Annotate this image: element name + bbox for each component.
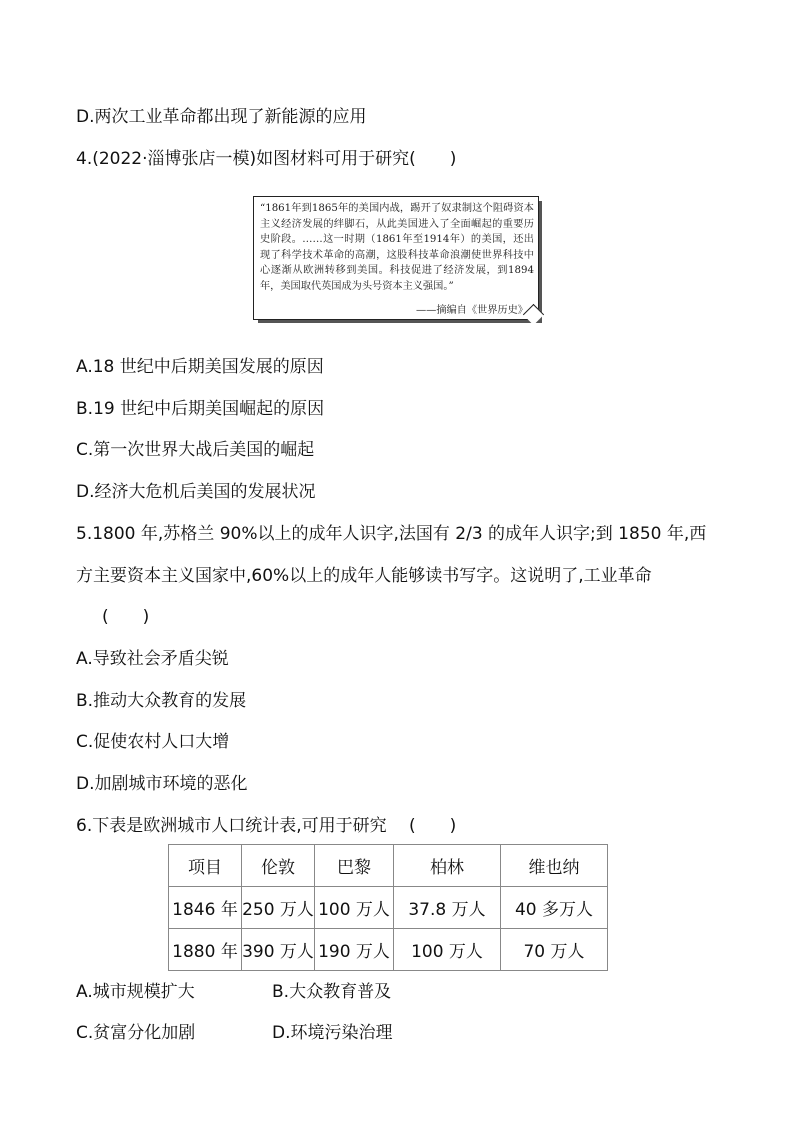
q6-option-d: D.环境污染治理 bbox=[272, 1023, 393, 1043]
table-cell: 100 万人 bbox=[315, 887, 394, 929]
table-cell: 1846 年 bbox=[169, 887, 242, 929]
table-header-cell: 项目 bbox=[169, 845, 242, 887]
q5-option-b: B.推动大众教育的发展 bbox=[76, 691, 247, 711]
table-header-cell: 伦敦 bbox=[242, 845, 315, 887]
quote-text: “1861年到1865年的美国内战，踢开了奴隶制这个阻碍资本主义经济发展的绊脚石，从此美国进入了全面崛起的重要历史阶段。……这一时期（1861年至1914年）的美国，还出现了科学技术革命的高潮，这股科技革命浪潮使世界科技中心逐渐从欧洲转移到美国。科技促进了经济发展，到1894年，美国取代英国成为头号资本主义强国。” bbox=[260, 203, 534, 292]
q4-stem: 4.(2022·淄博张店一模)如图材料可用于研究( ) bbox=[76, 149, 457, 169]
q5-option-d: D.加剧城市环境的恶化 bbox=[76, 774, 248, 794]
q5-stem-line-2: 方主要资本主义国家中,60%以上的成年人能够读书写字。这说明了,工业革命 bbox=[76, 566, 652, 586]
table-cell: 37.8 万人 bbox=[394, 887, 501, 929]
quote-box-shadow-right bbox=[539, 201, 542, 323]
table-cell: 190 万人 bbox=[315, 929, 394, 971]
q5-option-a: A.导致社会矛盾尖锐 bbox=[76, 649, 229, 669]
table-header-cell: 巴黎 bbox=[315, 845, 394, 887]
q4-option-c: C.第一次世界大战后美国的崛起 bbox=[76, 440, 315, 460]
table-row bbox=[169, 887, 608, 929]
table-cell: 70 万人 bbox=[501, 929, 608, 971]
table-cell: 100 万人 bbox=[394, 929, 501, 971]
q4-option-d: D.经济大危机后美国的发展状况 bbox=[76, 482, 316, 502]
table-cell: 1880 年 bbox=[169, 929, 242, 971]
quote-source: ——摘编自《世界历史》 bbox=[415, 305, 528, 316]
q4-option-b: B.19 世纪中后期美国崛起的原因 bbox=[76, 399, 325, 419]
q6-option-a: A.城市规模扩大 bbox=[76, 982, 195, 1002]
q6-option-c: C.贫富分化加剧 bbox=[76, 1023, 196, 1043]
quote-box bbox=[253, 196, 539, 320]
table-header-cell: 柏林 bbox=[394, 845, 501, 887]
table-header-row bbox=[169, 845, 608, 887]
q4-option-a: A.18 世纪中后期美国发展的原因 bbox=[76, 357, 324, 377]
table-cell: 40 多万人 bbox=[501, 887, 608, 929]
q3-option-d: D.两次工业革命都出现了新能源的应用 bbox=[76, 107, 367, 127]
table-cell: 250 万人 bbox=[242, 887, 315, 929]
q6-stem: 6.下表是欧洲城市人口统计表,可用于研究 ( ) bbox=[76, 816, 457, 836]
q5-stem-line-1: 5.1800 年,苏格兰 90%以上的成年人识字,法国有 2/3 的成年人识字;到 1850 年,西 bbox=[76, 524, 707, 544]
table-cell: 390 万人 bbox=[242, 929, 315, 971]
q6-option-b: B.大众教育普及 bbox=[272, 982, 392, 1002]
q5-option-c: C.促使农村人口大增 bbox=[76, 732, 230, 752]
quote-box-shadow-bottom bbox=[258, 320, 542, 323]
population-table bbox=[168, 844, 608, 971]
table-row bbox=[169, 929, 608, 971]
q5-stem-line-3: ( ) bbox=[102, 607, 150, 627]
table-header-cell: 维也纳 bbox=[501, 845, 608, 887]
